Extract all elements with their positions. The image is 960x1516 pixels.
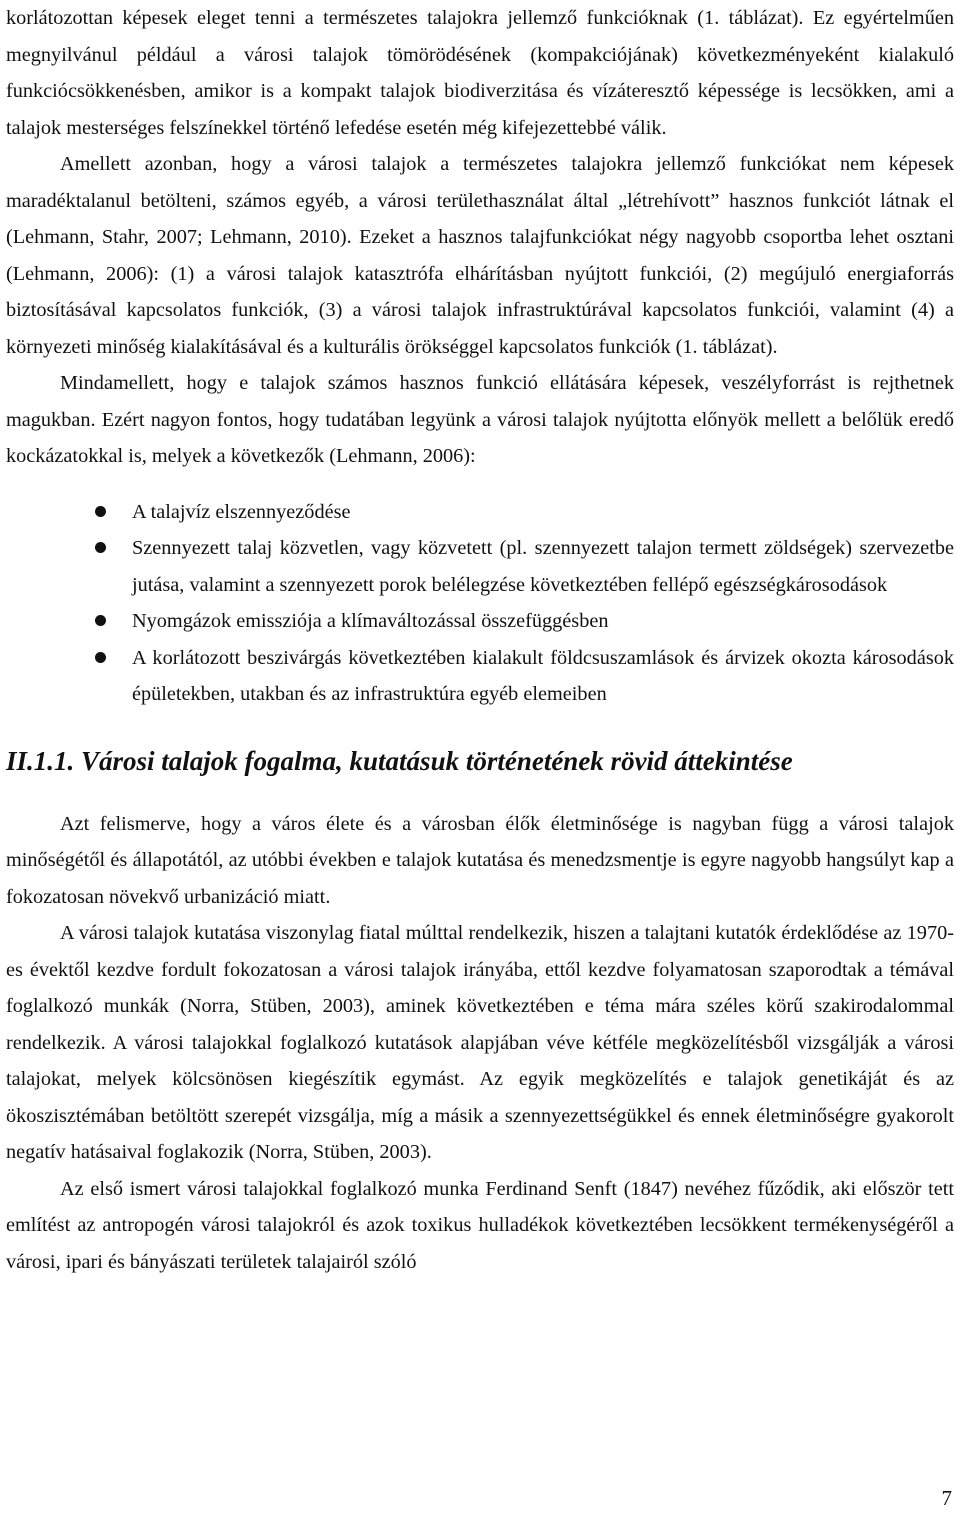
list-item	[6, 494, 954, 531]
list-item	[6, 640, 954, 713]
paragraph-6: Az első ismert városi talajokkal foglalkozó munka Ferdinand Senft (1847) nevéhez fűződik, aki először tett említést az antropogén városi talajokról és azok toxikus hulladékok következtében lecsökkent termékenységéről a városi, ipari és bányászati területek talajairól szóló	[6, 1177, 954, 1273]
paragraph-3: Mindamellett, hogy e talajok számos hasznos funkció ellátására képesek, veszélyforrást is rejthetnek magukban. Ezért nagyon fontos, hogy tudatában legyünk a városi talajok nyújtotta előnyök mellett a belőlük eredő kockázatokkal is, melyek a következők (Lehmann, 2006):	[6, 372, 954, 467]
text-block-top	[6, 0, 954, 475]
paragraph-4: Azt felismerve, hogy a város élete és a városban élők életminősége is nagyban függ a városi talajok minőségétől és állapotától, az utóbbi években e talajok kutatása és menedzsmentje is egyre nagyobb hangsúlyt kap a fokozatosan növekvő urbanizáció miatt.	[6, 812, 954, 908]
bullet-icon	[95, 615, 106, 626]
document-page	[6, 0, 954, 1280]
list-item-text: Nyomgázok emissziója a klímaváltozással összefüggésben	[132, 610, 609, 632]
bullet-icon	[95, 652, 106, 663]
paragraph-5: A városi talajok kutatása viszonylag fiatal múlttal rendelkezik, hiszen a talajtani kutatók érdeklődése az 1970-es évektől kezdve fordult fokozatosan a városi talajok irányába, ettől kezdve folyamatosan szaporodtak a témával foglalkozó munkák (Norra, Stüben, 2003), aminek következtében e téma mára széles körű szakirodalommal rendelkezik. A városi talajokkal foglalkozó kutatások alapjában véve kétféle megközelítésből vizsgálják a városi talajokat, melyek kölcsönösen kiegészítik egymást. Az egyik megközelítés e talajok genetikáját és az ökoszisztémában betöltött szerepét vizsgálja, míg a másik a szennyezettségükkel és ennek életminőségre gyakorolt negatív hatásaival foglakozik (Norra, Stüben, 2003).	[6, 922, 954, 1163]
list-item	[6, 530, 954, 603]
page-number: 7	[941, 1486, 952, 1510]
risk-list	[6, 494, 954, 713]
paragraph-1: korlátozottan képesek eleget tenni a természetes talajokra jellemző funkcióknak (1. táblázat). Ez egyértelműen megnyilvánul például a városi talajok tömörödésének (kompakciójának) következményeként kialakuló funkciócsökkenésben, amikor is a kompakt talajok biodiverzitása és vízáteresztő képessége is lecsökken, ami a talajok mesterséges felszínekkel történő lefedése esetén még kifejezettebbé válik.	[6, 7, 954, 139]
text-block-bottom	[6, 806, 954, 1281]
bullet-icon	[95, 542, 106, 553]
list-item-text: A korlátozott beszivárgás következtében kialakult földcsuszamlások és árvizek okozta károsodások épületekben, utakban és az infrastruktúra egyéb elemeiben	[132, 646, 954, 705]
bullet-icon	[95, 506, 106, 517]
list-item-text: Szennyezett talaj közvetlen, vagy közvetett (pl. szennyezett talajon termett zöldségek) szervezetbe jutása, valamint a szennyezett porok belélegzése következtében fellépő egészségkárosodások	[132, 537, 954, 596]
list-item-text: A talajvíz elszennyeződése	[132, 500, 351, 523]
section-heading: II.1.1. Városi talajok fogalma, kutatásuk történetének rövid áttekintése	[6, 745, 793, 776]
list-item	[6, 603, 954, 640]
paragraph-2: Amellett azonban, hogy a városi talajok a természetes talajokra jellemző funkciókat nem képesek maradéktalanul betölteni, számos egyéb, a városi területhasználat által „létrehívott” hasznos funkciót látnak el (Lehmann, Stahr, 2007; Lehmann, 2010). Ezeket a hasznos talajfunkciókat négy nagyobb csoportba lehet osztani (Lehmann, 2006): (1) a városi talajok katasztrófa elhárításban nyújtott funkciói, (2) megújuló energiaforrás biztosításával kapcsolatos funkciók, (3) a városi talajok infrastruktúrával kapcsolatos funkciói, valamint (4) a környezeti minőség kialakításával és a kulturális örökséggel kapcsolatos funkciók (1. táblázat).	[6, 153, 954, 358]
